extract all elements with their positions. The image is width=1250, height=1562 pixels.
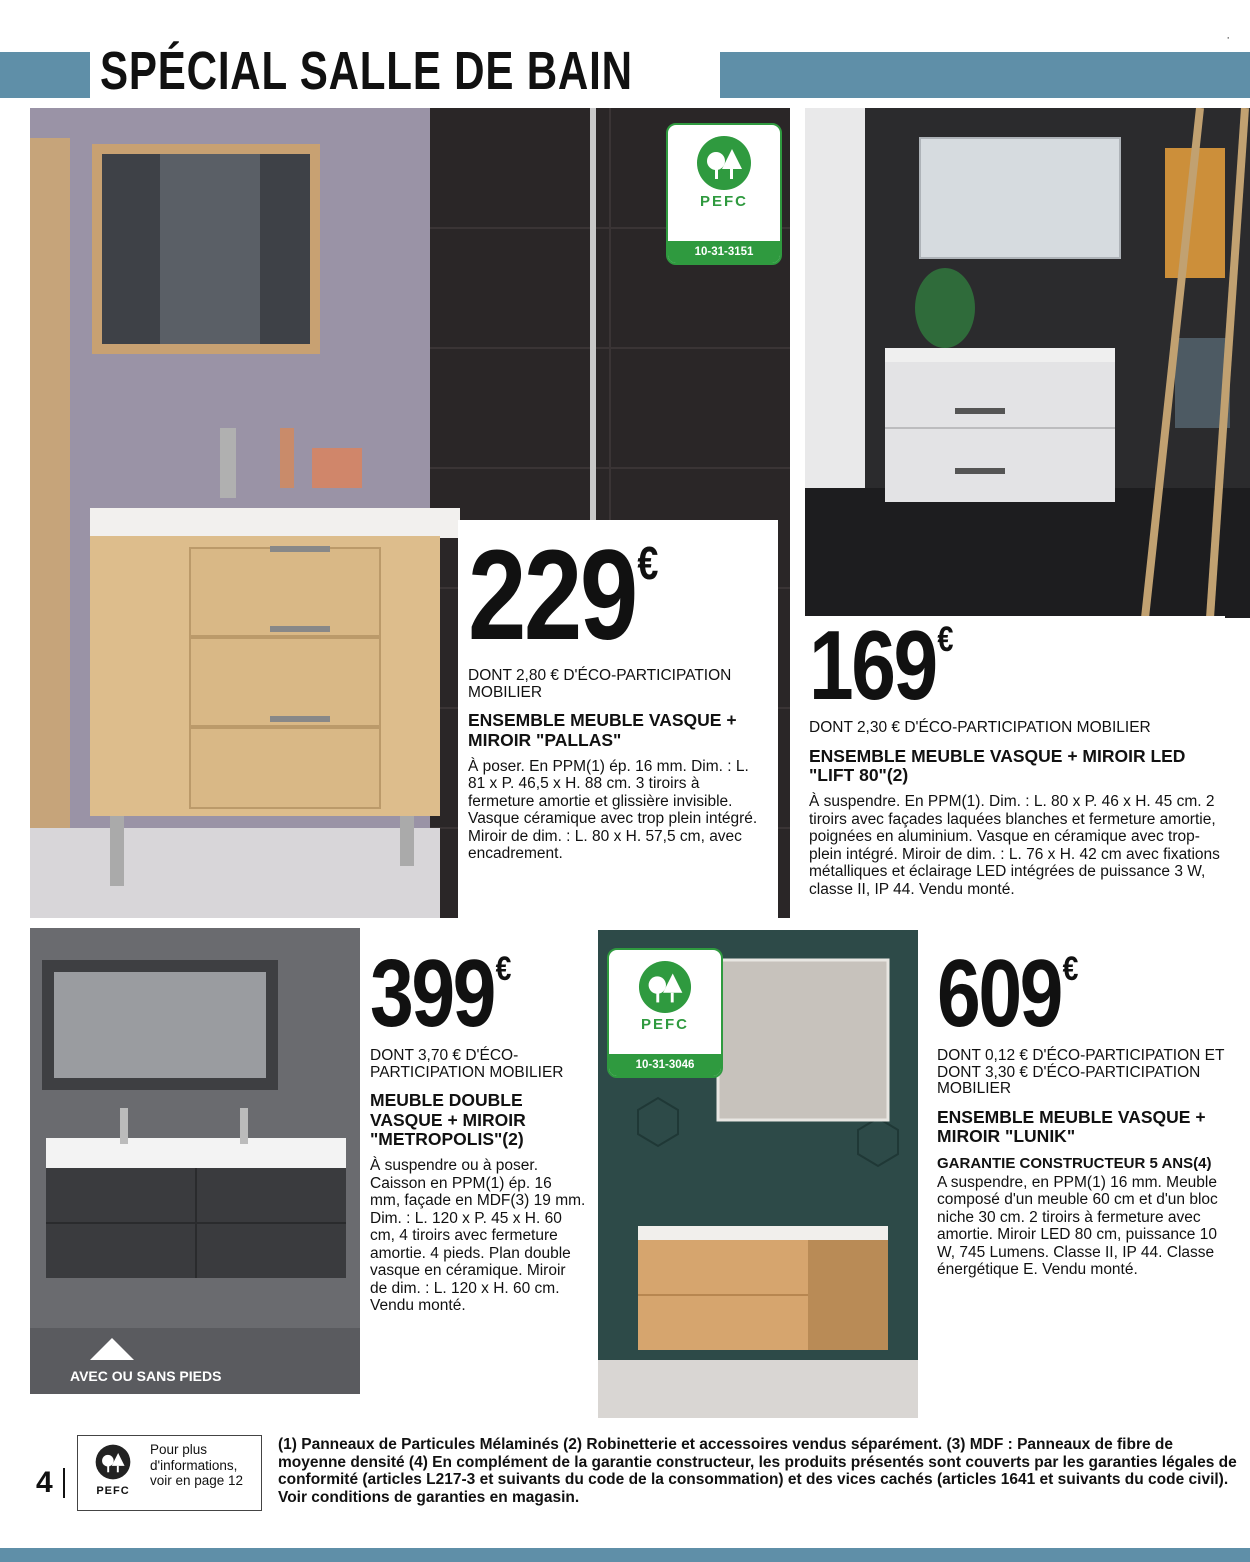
- page-title: SPÉCIAL SALLE DE BAIN: [100, 41, 633, 101]
- product-name: MEUBLE DOUBLE VASQUE + MIROIR "METROPOLIS"(2): [370, 1090, 526, 1149]
- header-accent-right: [720, 52, 1250, 98]
- pefc-info-box: [77, 1435, 262, 1511]
- product-name: ENSEMBLE MEUBLE VASQUE + MIROIR LED "LIFT 80"(2): [809, 745, 1186, 785]
- pefc-code: 10-31-3046: [609, 1054, 721, 1076]
- header-accent-left: [0, 52, 90, 98]
- pefc-word: PEFC: [640, 1016, 689, 1033]
- eco-participation: DONT 0,12 € D'ÉCO-PARTICIPATION ET DONT 3,30 € D'ÉCO-PARTICIPATION MOBILIER: [937, 1047, 1225, 1098]
- product-card-lift-80: [805, 610, 1225, 916]
- product-name: ENSEMBLE MEUBLE VASQUE + MIROIR "LUNIK": [937, 1107, 1206, 1147]
- pefc-tree-icon: [696, 135, 752, 191]
- up-arrow-icon: [90, 1338, 134, 1360]
- info-text: Pour plus d'informations, voir en page 12: [150, 1442, 244, 1489]
- product-description: À suspendre. En PPM(1). Dim. : L. 80 x P. 46 x H. 45 cm. 2 tiroirs avec façades laquées blanches et fermeture amortie, poignées en aluminium. Vasque en céramique avec trop-plein intégré. Miroir de dim. : L. 76 x H. 42 cm avec fixations métalliques et éclairage LED intégrées de puissance 3 W, classe II, IP 44. Vendu monté.: [809, 793, 1220, 898]
- currency: €: [937, 620, 954, 660]
- pefc-word: PEFC: [699, 193, 748, 210]
- price: [809, 610, 1147, 720]
- info-logo: [86, 1444, 140, 1497]
- currency: €: [1062, 950, 1079, 989]
- bottom-accent-bar: [0, 1548, 1250, 1562]
- product-card-pallas: [458, 520, 778, 920]
- product-photo-metropolis: [30, 928, 360, 1394]
- footnote: (1) Panneaux de Particules Mélaminés (2) Robinetterie et accessoires vendus séparément. (3) MDF : Panneaux de fibre de moyenne densité (4) En complément de la garantie constructeur, les produits présentés sont couverts par les garanties légales de conformité (articles L217-3 et suivants du code de la consommation) et des vices cachés (articles 1641 et suivants du code civil). Voir conditions de garanties en magasin.: [278, 1436, 1237, 1506]
- pefc-tree-icon: [95, 1444, 131, 1480]
- price: [468, 524, 714, 667]
- product-description: À poser. En PPM(1) ép. 16 mm. Dim. : L. 81 x P. 46,5 x H. 88 cm. 3 tiroirs à fermeture amortie et glissière invisible. Vasque céramique avec trop plein intégré. Miroir de dim. : L. 80 x H. 57,5 cm, avec encadrement.: [468, 757, 758, 863]
- page-number: 4: [36, 1466, 53, 1499]
- product-description: A suspendre, en PPM(1) 16 mm. Meuble composé d'un meuble 60 cm et d'un bloc niche 30 cm. 2 tiroirs à fermeture avec amortie. Miroir LED 80 cm, puissance 10 W, 745 Lumens. Classe II, IP 44. Classe énergétique E. Vendu monté.: [937, 1173, 1218, 1279]
- price-value: 169: [809, 610, 936, 720]
- currency: €: [637, 537, 659, 590]
- warranty: GARANTIE CONSTRUCTEUR 5 ANS(4): [937, 1154, 1212, 1172]
- pefc-label: [607, 948, 723, 1078]
- product-photo-lift-80: [805, 108, 1250, 618]
- currency: €: [495, 950, 512, 989]
- product-card-lunik: [935, 940, 1235, 1376]
- info-logo-word: PEFC: [96, 1485, 130, 1497]
- price-value: 399: [370, 940, 494, 1047]
- product-name: ENSEMBLE MEUBLE VASQUE + MIROIR "PALLAS": [468, 710, 737, 750]
- pefc-tree-icon: [638, 960, 692, 1014]
- price: [937, 940, 1180, 1047]
- product-description: À suspendre ou à poser. Caisson en PPM(1) ép. 16 mm, façade en MDF(3) 19 mm. Dim. : L. 120 x P. 45 x H. 60 cm, 4 tiroirs avec fermeture amortie. 4 pieds. Plan double vasque en céramique. Miroir de dim. : L. 120 x H. 60 cm. Vendu monté.: [370, 1157, 586, 1315]
- pefc-code: 10-31-3151: [668, 241, 780, 263]
- eco-participation: DONT 2,80 € D'ÉCO-PARTICIPATION MOBILIER: [468, 667, 732, 701]
- eco-participation: DONT 2,30 € D'ÉCO-PARTICIPATION MOBILIER: [809, 719, 1151, 736]
- price-value: 229: [468, 524, 636, 667]
- price: [370, 940, 547, 1047]
- feet-badge: AVEC OU SANS PIEDS: [70, 1368, 222, 1384]
- brand-mark: ·: [1226, 32, 1230, 44]
- eco-participation: DONT 3,70 € D'ÉCO-PARTICIPATION MOBILIER: [370, 1047, 564, 1081]
- pefc-label: [666, 123, 782, 265]
- page-number-divider: [63, 1468, 65, 1498]
- price-value: 609: [937, 940, 1061, 1047]
- product-card-metropolis: [368, 940, 588, 1376]
